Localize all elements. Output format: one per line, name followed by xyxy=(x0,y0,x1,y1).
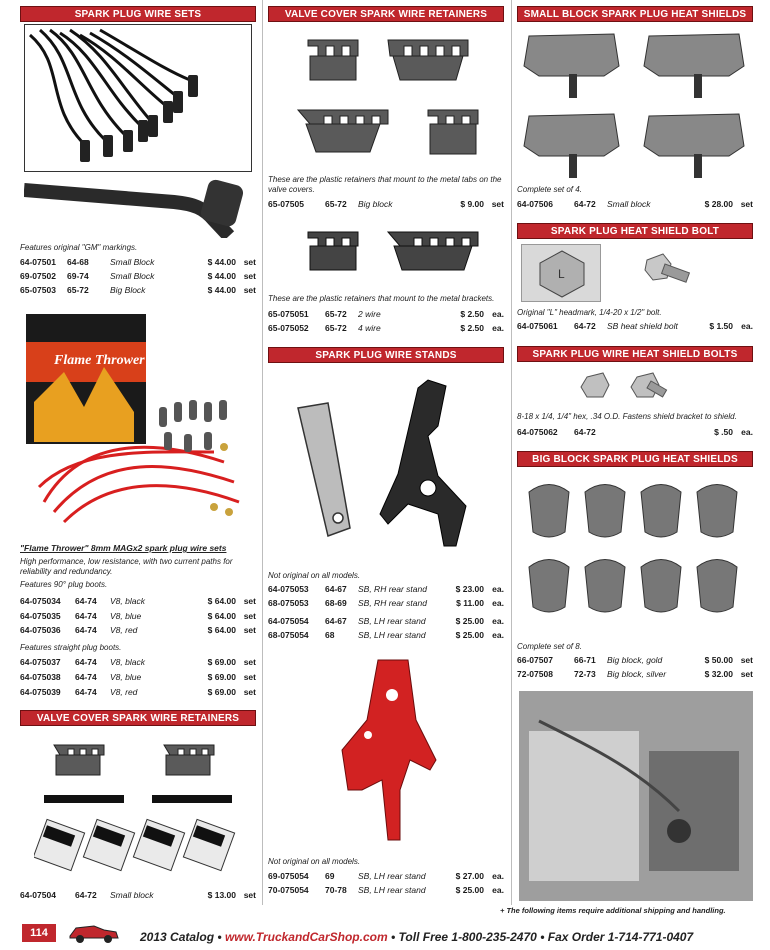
part-number: 64-075034 xyxy=(20,596,61,606)
unit: ea. xyxy=(492,598,504,608)
section-header-heat-shield-bolt: SPARK PLUG HEAT SHIELD BOLT xyxy=(517,223,753,239)
gm-marking-photo xyxy=(24,176,252,238)
item-description: Small block xyxy=(607,199,651,209)
unit: ea. xyxy=(492,323,504,333)
flame-thrower-description: High performance, low resistance, with two current paths for reliability and redundancy. xyxy=(20,557,233,576)
part-number: 64-075053 xyxy=(268,584,309,594)
toll-free-number: Toll Free 1-800-235-2470 xyxy=(398,930,537,944)
unit: ea. xyxy=(492,871,504,881)
year-range: 72-73 xyxy=(574,669,596,679)
price: $ 28.00 xyxy=(704,199,733,209)
table-row xyxy=(268,597,504,609)
item-description: V8, blue xyxy=(110,672,142,682)
unit: ea. xyxy=(741,427,753,437)
bb-shields-description: Complete set of 8. xyxy=(517,642,582,651)
website-link[interactable]: www.TruckandCarShop.com xyxy=(224,930,388,944)
price: $ 44.00 xyxy=(207,257,236,267)
part-number: 66-07507 xyxy=(517,655,553,665)
unit: ea. xyxy=(492,630,504,640)
part-number: 65-07503 xyxy=(20,285,56,295)
table-row xyxy=(20,284,256,296)
box-logo-text: Flame Thrower xyxy=(54,353,145,368)
year-range: 64-74 xyxy=(75,625,97,635)
footer-contact-line xyxy=(140,930,770,944)
stands-description-1: Not original on all models. xyxy=(268,571,361,580)
unit: set xyxy=(243,596,256,606)
year-range: 64-72 xyxy=(574,199,596,209)
part-number: 72-07508 xyxy=(517,669,553,679)
fax-number: Fax Order 1-714-771-0407 xyxy=(547,930,694,944)
wire-set-photo xyxy=(24,24,252,172)
unit: set xyxy=(243,625,256,635)
table-row xyxy=(517,320,753,332)
table-row xyxy=(20,270,256,282)
wire-sets-description: Features original "GM" markings. xyxy=(20,243,138,252)
flame-thrower-subhead-1: Features 90° plug boots. xyxy=(20,580,108,589)
unit: ea. xyxy=(492,584,504,594)
price: $ 25.00 xyxy=(455,630,484,640)
year-range: 64-68 xyxy=(67,257,89,267)
retainers-description-2: These are the plastic retainers that mount to the metal brackets. xyxy=(268,294,495,303)
table-row xyxy=(268,322,504,334)
table-row xyxy=(268,308,504,320)
footer-bullet: • xyxy=(540,930,548,944)
unit: set xyxy=(740,669,753,679)
table-row xyxy=(517,198,753,210)
price: $ 2.50 xyxy=(460,323,484,333)
section-header-retainers-left: VALVE COVER SPARK WIRE RETAINERS xyxy=(20,710,256,726)
year-range: 69 xyxy=(325,871,335,881)
price: $ 1.50 xyxy=(709,321,733,331)
table-row xyxy=(20,671,256,683)
year-range: 64-67 xyxy=(325,616,347,626)
item-description: SB, LH rear stand xyxy=(358,885,426,895)
big-block-retainers-photo xyxy=(288,30,488,166)
table-row xyxy=(268,884,504,896)
year-range: 64-72 xyxy=(75,890,97,900)
part-number: 69-075054 xyxy=(268,871,309,881)
table-row xyxy=(20,595,256,607)
part-number: 64-07504 xyxy=(20,890,56,900)
year-range: 64-74 xyxy=(75,657,97,667)
part-number: 64-07501 xyxy=(20,257,56,267)
sb-shields-description: Complete set of 4. xyxy=(517,185,582,194)
part-number: 64-075037 xyxy=(20,657,61,667)
sb-heat-shields-photo xyxy=(519,26,751,182)
table-row xyxy=(20,889,256,901)
item-description: SB, LH rear stand xyxy=(358,871,426,881)
wire-stands-photo xyxy=(278,368,498,568)
stands-description-2: Not original on all models. xyxy=(268,857,361,866)
price: $ 32.00 xyxy=(704,669,733,679)
item-description: Small Block xyxy=(110,257,155,267)
price: $ .50 xyxy=(714,427,733,437)
part-number: 64-075036 xyxy=(20,625,61,635)
year-range: 70-78 xyxy=(325,885,347,895)
small-block-retainers-photo xyxy=(34,730,244,880)
bolt-photo xyxy=(637,250,697,300)
shield-bolts-description: 8-18 x 1/4, 1/4" hex, .34 O.D. Fastens shield bracket to shield. xyxy=(517,412,737,421)
item-description: SB, RH rear stand xyxy=(358,598,427,608)
part-number: 65-075052 xyxy=(268,323,309,333)
price: $ 11.00 xyxy=(456,598,484,608)
flame-thrower-photo xyxy=(24,312,252,534)
part-number: 65-07505 xyxy=(268,199,304,209)
section-header-shield-bolts: SPARK PLUG WIRE HEAT SHIELD BOLTS xyxy=(517,346,753,362)
section-header-retainers: VALVE COVER SPARK WIRE RETAINERS xyxy=(268,6,504,22)
bb-heat-shields-photo xyxy=(519,472,751,632)
table-row xyxy=(517,426,753,438)
footer-bullet: • xyxy=(390,930,399,944)
year-range: 64-74 xyxy=(75,611,97,621)
unit: set xyxy=(740,655,753,665)
part-number: 64-075039 xyxy=(20,687,61,697)
price: $ 69.00 xyxy=(207,672,236,682)
part-number: 64-075035 xyxy=(20,611,61,621)
price: $ 25.00 xyxy=(455,616,484,626)
item-description: SB heat shield bolt xyxy=(607,321,678,331)
section-header-wire-stands: SPARK PLUG WIRE STANDS xyxy=(268,347,504,363)
footnote: + The following items require additional shipping and handling. xyxy=(500,906,726,915)
svg-text:L: L xyxy=(558,267,565,281)
table-row xyxy=(20,656,256,668)
unit: set xyxy=(243,257,256,267)
price: $ 69.00 xyxy=(207,687,236,697)
price: $ 9.00 xyxy=(460,199,484,209)
item-description: 2 wire xyxy=(358,309,381,319)
section-header-bb-heat-shields: BIG BLOCK SPARK PLUG HEAT SHIELDS xyxy=(517,451,753,467)
price: $ 25.00 xyxy=(455,885,484,895)
bracket-retainers-photo xyxy=(298,222,488,282)
unit: ea. xyxy=(492,616,504,626)
item-description: SB, LH rear stand xyxy=(358,630,426,640)
unit: set xyxy=(243,611,256,621)
unit: set xyxy=(243,687,256,697)
price: $ 64.00 xyxy=(207,625,236,635)
price: $ 23.00 xyxy=(455,584,484,594)
table-row xyxy=(268,629,504,641)
year-range: 68-69 xyxy=(325,598,347,608)
unit: set xyxy=(243,657,256,667)
unit: set xyxy=(740,199,753,209)
page-footer xyxy=(0,918,770,950)
price: $ 13.00 xyxy=(207,890,236,900)
part-number: 69-07502 xyxy=(20,271,56,281)
footer-bullet: • xyxy=(217,930,225,944)
year-range: 69-74 xyxy=(67,271,89,281)
part-number: 70-075054 xyxy=(268,885,309,895)
year-range: 65-72 xyxy=(325,323,347,333)
part-number: 65-075051 xyxy=(268,309,309,319)
truck-logo-icon xyxy=(66,922,122,944)
item-description: V8, black xyxy=(110,596,145,606)
item-description: V8, red xyxy=(110,625,138,635)
price: $ 44.00 xyxy=(207,271,236,281)
table-row xyxy=(268,583,504,595)
bolt-headmark-photo xyxy=(521,244,601,302)
year-range: 66-71 xyxy=(574,655,596,665)
year-range: 64-67 xyxy=(325,584,347,594)
item-description: SB, LH rear stand xyxy=(358,616,426,626)
catalog-label: 2013 Catalog xyxy=(140,930,215,944)
table-row xyxy=(268,870,504,882)
column-divider-1 xyxy=(262,0,263,905)
unit: set xyxy=(243,890,256,900)
item-description: Big block xyxy=(358,199,393,209)
item-description: Big Block xyxy=(110,285,146,295)
item-description: Big block, silver xyxy=(607,669,667,679)
unit: set xyxy=(243,672,256,682)
part-number: 64-07506 xyxy=(517,199,553,209)
section-header-sb-heat-shields: SMALL BLOCK SPARK PLUG HEAT SHIELDS xyxy=(517,6,753,22)
table-row xyxy=(20,686,256,698)
year-range: 68 xyxy=(325,630,335,640)
table-row xyxy=(268,198,504,210)
table-row xyxy=(517,668,753,680)
part-number: 68-075053 xyxy=(268,598,309,608)
item-description: Big block, gold xyxy=(607,655,663,665)
item-description: V8, black xyxy=(110,657,145,667)
item-description: SB, RH rear stand xyxy=(358,584,427,594)
year-range: 65-72 xyxy=(325,309,347,319)
price: $ 69.00 xyxy=(207,657,236,667)
price: $ 50.00 xyxy=(704,655,733,665)
price: $ 27.00 xyxy=(455,871,484,881)
item-description: V8, red xyxy=(110,687,138,697)
year-range: 64-74 xyxy=(75,596,97,606)
column-divider-2 xyxy=(511,0,512,905)
unit: set xyxy=(243,285,256,295)
part-number: 64-075054 xyxy=(268,616,309,626)
table-row xyxy=(20,624,256,636)
item-description: 4 wire xyxy=(358,323,381,333)
price: $ 64.00 xyxy=(207,611,236,621)
year-range: 64-72 xyxy=(574,427,596,437)
unit: ea. xyxy=(741,321,753,331)
flame-thrower-title: "Flame Thrower" 8mm MAGx2 spark plug wire sets xyxy=(20,543,227,553)
unit: set xyxy=(491,199,504,209)
part-number: 64-075062 xyxy=(517,427,558,437)
item-description: Small block xyxy=(110,890,154,900)
year-range: 65-72 xyxy=(325,199,347,209)
year-range: 64-74 xyxy=(75,687,97,697)
retainers-description-1: These are the plastic retainers that mount to the metal tabs on the valve covers. xyxy=(268,175,502,194)
unit: ea. xyxy=(492,309,504,319)
year-range: 65-72 xyxy=(67,285,89,295)
section-header-wire-sets: SPARK PLUG WIRE SETS xyxy=(20,6,256,22)
price: $ 2.50 xyxy=(460,309,484,319)
bolt-description: Original "L" headmark, 1/4-20 x 1/2" bolt. xyxy=(517,308,662,317)
part-number: 64-075038 xyxy=(20,672,61,682)
item-description: Small Block xyxy=(110,271,155,281)
price: $ 44.00 xyxy=(207,285,236,295)
part-number: 68-075054 xyxy=(268,630,309,640)
page-number: 114 xyxy=(22,924,56,942)
item-description: V8, blue xyxy=(110,611,142,621)
table-row xyxy=(268,615,504,627)
part-number: 64-075061 xyxy=(517,321,558,331)
red-stand-photo xyxy=(318,655,458,845)
year-range: 64-72 xyxy=(574,321,596,331)
price: $ 64.00 xyxy=(207,596,236,606)
shield-bolts-photo xyxy=(577,367,697,407)
unit: ea. xyxy=(492,885,504,895)
table-row xyxy=(20,610,256,622)
flame-thrower-subhead-2: Features straight plug boots. xyxy=(20,643,122,652)
table-row xyxy=(20,256,256,268)
engine-bay-photo xyxy=(519,691,753,901)
unit: set xyxy=(243,271,256,281)
year-range: 64-74 xyxy=(75,672,97,682)
table-row xyxy=(517,654,753,666)
